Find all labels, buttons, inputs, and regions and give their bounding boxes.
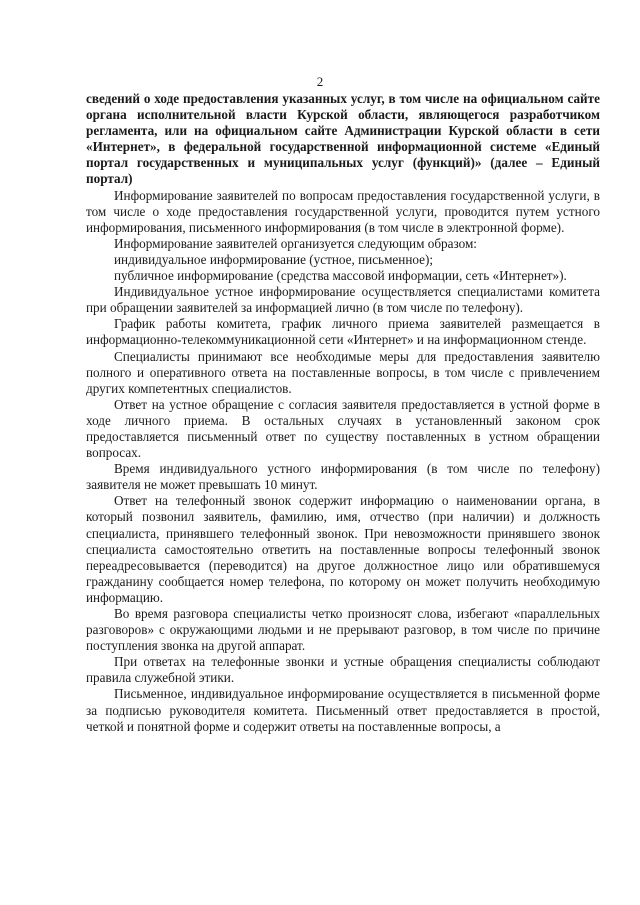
paragraph: публичное информирование (средства массовой информации, сеть «Интернет»). [114,268,567,284]
paragraph: индивидуальное информирование (устное, письменное); [114,251,434,267]
paragraph: Письменное, индивидуальное информирование осуществляется в письменной форме за подписью руководителя комитета. Письменный ответ предоставляется в простой, четкой и понятной форме и содержит ответы на поставленные вопросы, а [86,686,600,734]
paragraph-heading-continuation: сведений о ходе предоставления указанных услуг, в том числе на официальном сайте органа исполнительной власти Курской области, являющегося разработчиком регламента, или на официальном сайте Администрации Курской области в сети «Интернет», в федеральной государственной информационной системе «Единый портал государственных и муниципальных услуг (функций)» (далее – Единый портал) [86,91,600,187]
paragraph: График работы комитета, график личного приема заявителей размещается в информационно-телекоммуникационной сети «Интернет» и на информационном стенде. [86,316,600,348]
page-number: 2 [316,74,324,89]
paragraph: При ответах на телефонные звонки и устные обращения специалисты соблюдают правила служебной этики. [86,654,600,686]
paragraph: Информирование заявителей по вопросам предоставления государственной услуги, в том числе о ходе предоставления государственной услуги, проводится путем устного информирования, письменного информирования (в том числе в электронной форме). [86,187,600,235]
paragraph: Время индивидуального устного информирования (в том числе по телефону) заявителя не может превышать 10 минут. [86,461,600,493]
paragraph: Ответ на телефонный звонок содержит информацию о наименовании органа, в который позвонил заявитель, фамилию, имя, отчество (при наличии) и должность специалиста, принявшего телефонный звонок. При невозможности принявшего звонок специалиста самостоятельно ответить на поставленные вопросы телефонный звонок переадресовывается (переводится) на другое должностное лицо или обратившемуся гражданину сообщается номер телефона, по которому он может получить необходимую информацию. [86,493,600,605]
paragraph: Во время разговора специалисты четко произносят слова, избегают «параллельных разговоров» с окружающими людьми и не прерывают разговор, в том числе по причине поступления звонка на другой аппарат. [86,606,600,654]
paragraph: Специалисты принимают все необходимые меры для предоставления заявителю полного и оперативного ответа на поставленные вопросы, в том числе с привлечением других компетентных специалистов. [86,348,600,396]
paragraph: Индивидуальное устное информирование осуществляется специалистами комитета при обращении заявителей за информацией лично (в том числе по телефону). [86,284,600,316]
paragraph: Информирование заявителей организуется следующим образом: [114,235,477,251]
document-body [86,91,600,735]
paragraph: Ответ на устное обращение с согласия заявителя предоставляется в устной форме в ходе личного приема. В остальных случаях в установленный законом срок предоставляется письменный ответ по существу поставленных в устном обращении вопросах. [86,396,600,461]
